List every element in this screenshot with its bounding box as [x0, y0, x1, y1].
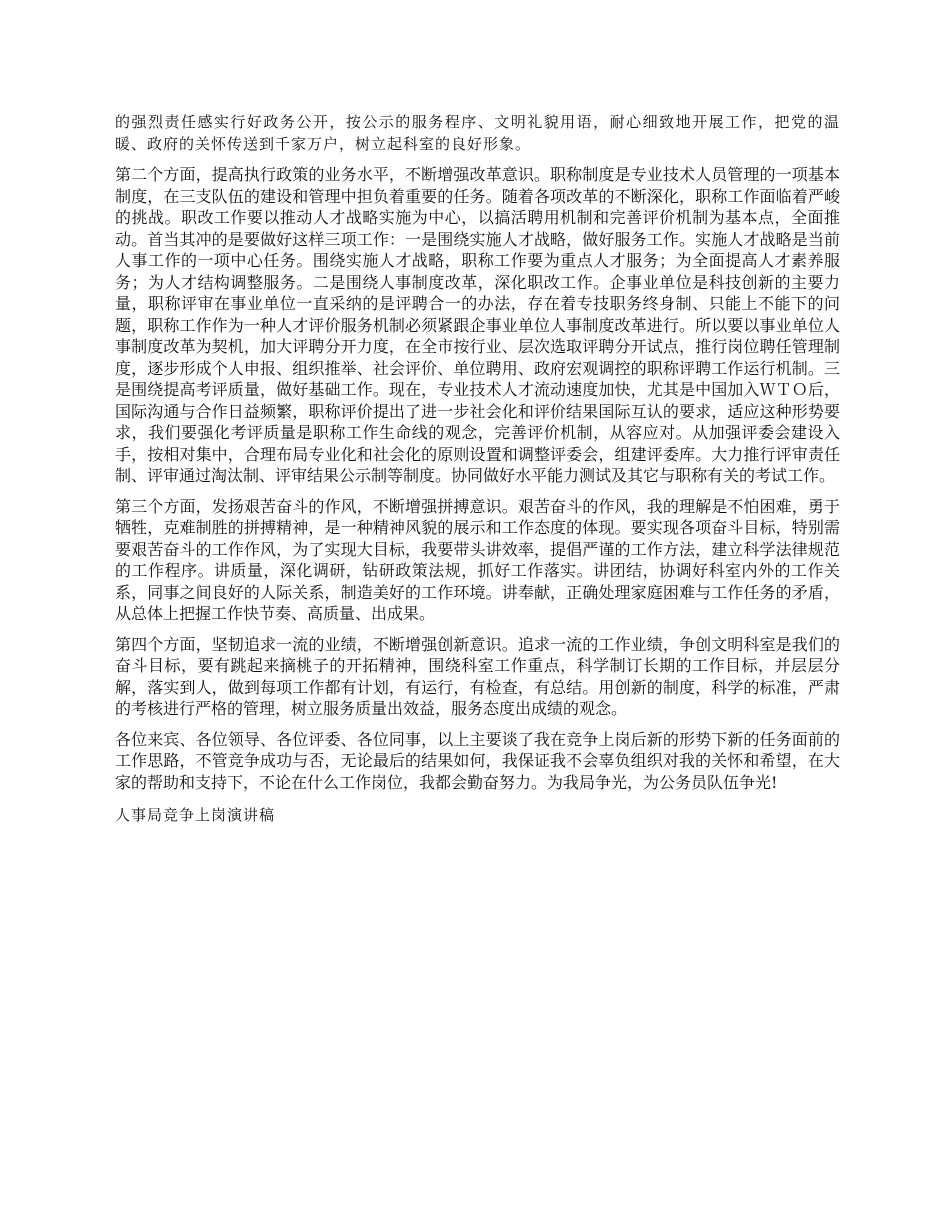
paragraph-third-aspect: 第三个方面，发扬艰苦奋斗的作风，不断增强拼搏意识。艰苦奋斗的作风，我的理解是不怕困难，勇于牺牲，克难制胜的拼搏精神，是一种精神风貌的展示和工作态度的体现。要实现各项奋斗目标，特别需要艰苦奋斗的工作作风，为了实现大目标，我要带头讲效率，提倡严谨的工作方法，建立科学法律规范的工作程序。讲质量，深化调研，钻研政策法规，抓好工作落实。讲团结，协调好科室内外的工作关系，同事之间良好的人际关系，制造美好的工作环境。讲奉献，正确处理家庭困难与工作任务的矛盾，从总体上把握工作快节奏、高质量、出成果。 [115, 496, 840, 623]
paragraph-second-aspect: 第二个方面，提高执行政策的业务水平，不断增强改革意识。职称制度是专业技术人员管理的一项基本制度，在三支队伍的建设和管理中担负着重要的任务。随着各项改革的不断深化，职称工作面临着严峻的挑战。职改工作要以推动人才战略实施为中心，以搞活聘用机制和完善评价机制为基本点，全面推动。首当其冲的是要做好这样三项工作：一是围绕实施人才战略，做好服务工作。实施人才战略是当前人事工作的一项中心任务。围绕实施人才战略，职称工作要为重点人才服务；为全面提高人才素养服务；为人才结构调整服务。二是围绕人事制度改革，深化职改工作。企事业单位是科技创新的主要力量，职称评审在事业单位一直采纳的是评聘合一的办法，存在着专技职务终身制、只能上不能下的问题，职称工作作为一种人才评价服务机制必须紧跟企事业单位人事制度改革进行。所以要以事业单位人事制度改革为契机，加大评聘分开力度，在全市按行业、层次选取评聘分开试点，推行岗位聘任管理制度，逐步形成个人申报、组织推举、社会评价、单位聘用、政府宏观调控的职称评聘工作运行机制。三是围绕提高考评质量，做好基础工作。现在，专业技术人才流动速度加快，尤其是中国加入ＷＴＯ后，国际沟通与合作日益频繁，职称评价提出了进一步社会化和评价结果国际互认的要求，适应这种形势要求，我们要强化考评质量是职称工作生命线的观念，完善评价机制，从容应对。从加强评委会建设入手，按相对集中，合理布局专业化和社会化的原则设置和调整评委会，组建评委库。大力推行评审责任制、评审通过淘汰制、评审结果公示制等制度。协同做好水平能力测试及其它与职称有关的考试工作。 [115, 165, 840, 485]
paragraph-intro: 的强烈责任感实行好政务公开，按公示的服务程序、文明礼貌用语，耐心细致地开展工作，把党的温暖、政府的关怀传送到千家万户，树立起科室的良好形象。 [115, 113, 840, 153]
document-page [115, 112, 840, 826]
paragraph-closing: 各位来宾、各位领导、各位评委、各位同事，以上主要谈了我在竞争上岗后新的形势下新的任务面前的工作思路，不管竞争成功与否，无论最后的结果如何，我保证我不会辜负组织对我的关怀和希望，在大家的帮助和支持下，不论在什么工作岗位，我都会勤奋努力。为我局争光，为公务员队伍争光! [115, 729, 840, 792]
document-footer-title: 人事局竞争上岗演讲稿 [115, 806, 276, 824]
paragraph-fourth-aspect: 第四个方面，坚韧追求一流的业绩，不断增强创新意识。追求一流的工作业绩，争创文明科室是我们的奋斗目标，要有跳起来摘桃子的开拓精神，围绕科室工作重点，科学制订长期的工作目标，并层层分解，落实到人，做到每项工作都有计划，有运行，有检查，有总结。用创新的制度，科学的标准，严肃的考核进行严格的管理，树立服务质量出效益，服务态度出成绩的观念。 [115, 634, 840, 718]
